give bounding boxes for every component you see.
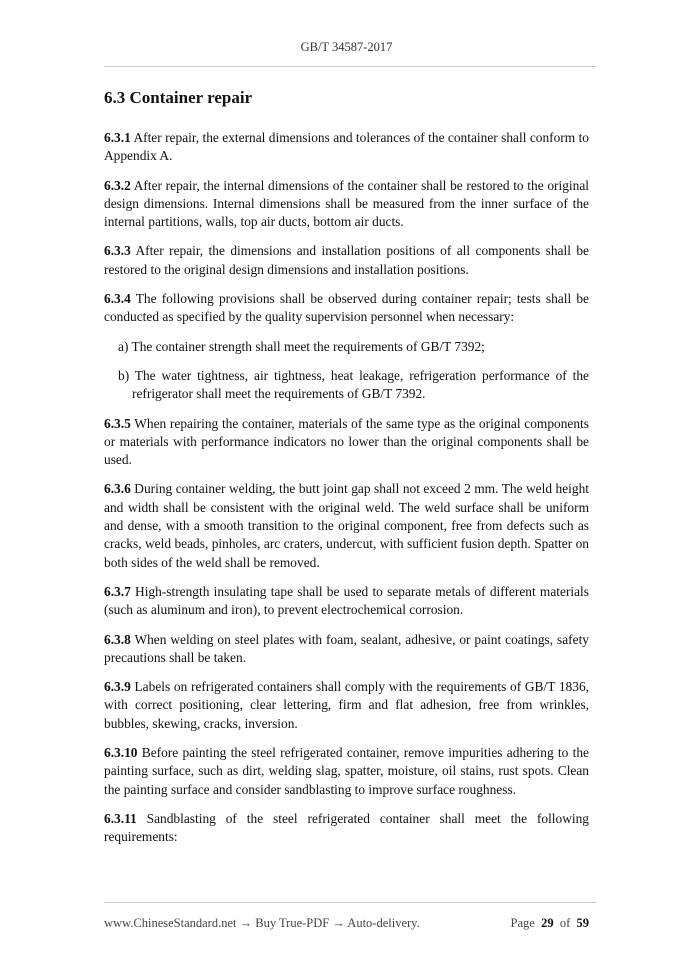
paragraph-6-3-11	[104, 810, 589, 847]
paragraph-6-3-8	[104, 631, 589, 668]
paragraph-6-3-4	[104, 290, 589, 327]
total-pages: 59	[576, 916, 589, 930]
list-item-b: b) The water tightness, air tightness, heat leakage, refrigeration performance of the refrigerator shall meet the requirements of GB/T 7392.	[118, 367, 589, 402]
clause-text: High-strength insulating tape shall be used to separate metals of different materials (such as aluminum and iron), to prevent electrochemical corrosion.	[104, 583, 589, 618]
clause-number: 6.3.4	[104, 291, 131, 307]
footer-divider	[104, 902, 596, 903]
clause-number: 6.3.1	[104, 130, 131, 145]
clause-number: 6.3.6	[104, 481, 131, 497]
clause-text: During container welding, the butt joint gap shall not exceed 2 mm. The weld height and width shall be consistent with the original weld. The weld surface shall be uniform and dense, with a smooth transition to the original component, free from defects such as cracks, weld beads, pinholes, arc craters, undercut, with sufficient fusion depth. Spatter on both sides of the weld shall be removed.	[104, 481, 589, 570]
clause-number: 6.3.2	[104, 177, 131, 193]
clause-number: 6.3.5	[104, 415, 131, 431]
clause-number: 6.3.8	[104, 631, 131, 647]
clause-number: 6.3.11	[104, 810, 137, 826]
clause-number: 6.3.9	[104, 679, 131, 695]
footer-link[interactable]: www.ChineseStandard.net → Buy True-PDF → Auto-delivery.	[104, 916, 420, 930]
clause-text: After repair, the internal dimensions of the container shall be restored to the original design dimensions. Internal dimensions shall be measured from the inner surface of the internal partitions, walls, top air ducts, bottom air ducts.	[104, 177, 589, 230]
page-header: GB/T 34587-2017	[300, 40, 393, 54]
clause-text: The following provisions shall be observed during container repair; tests shall be conducted as specified by the quality supervision personnel when necessary:	[104, 291, 589, 325]
clause-text: After repair, the external dimensions and tolerances of the container shall conform to Appendix A.	[104, 130, 589, 164]
paragraph-6-3-2	[104, 177, 589, 232]
paragraph-6-3-1	[104, 129, 589, 166]
clause-text: When repairing the container, materials of the same type as the original components or materials with performance indicators no lower than the original components shall be used.	[104, 415, 589, 468]
clause-text: Sandblasting of the steel refrigerated container shall meet the following requirements:	[104, 810, 589, 845]
paragraph-6-3-10	[104, 744, 589, 799]
clause-text: Before painting the steel refrigerated container, remove impurities adhering to the painting surface, such as dirt, welding slag, spatter, moisture, oil stains, rust spots. Clean the painting surface and consider sandblasting to improve surface roughness.	[104, 745, 589, 797]
clause-number: 6.3.10	[104, 745, 138, 761]
header-divider	[104, 66, 596, 67]
page-number	[511, 916, 589, 931]
list-item-a: a) The container strength shall meet the requirements of GB/T 7392;	[118, 338, 485, 354]
paragraph-6-3-9	[104, 678, 589, 733]
clause-text: After repair, the dimensions and installation positions of all components shall be restored to the original design dimensions and installation positions.	[104, 243, 589, 277]
clause-number: 6.3.3	[104, 243, 131, 259]
clause-text: Labels on refrigerated containers shall comply with the requirements of GB/T 1836, with correct positioning, clear lettering, firm and flat adhesion, free from wrinkles, bubbles, skewing, cracks, inversion.	[104, 679, 589, 731]
clause-number: 6.3.7	[104, 583, 131, 599]
current-page: 29	[541, 916, 554, 930]
paragraph-6-3-3	[104, 242, 589, 279]
page-word: Page	[510, 916, 535, 930]
section-title: 6.3 Container repair	[104, 88, 253, 107]
page-content	[104, 88, 589, 858]
paragraph-6-3-6	[104, 480, 589, 571]
paragraph-6-3-7	[104, 583, 589, 620]
paragraph-6-3-5	[104, 415, 589, 470]
of-word: of	[559, 916, 571, 930]
clause-text: When welding on steel plates with foam, sealant, adhesive, or paint coatings, safety precautions shall be taken.	[104, 631, 589, 665]
